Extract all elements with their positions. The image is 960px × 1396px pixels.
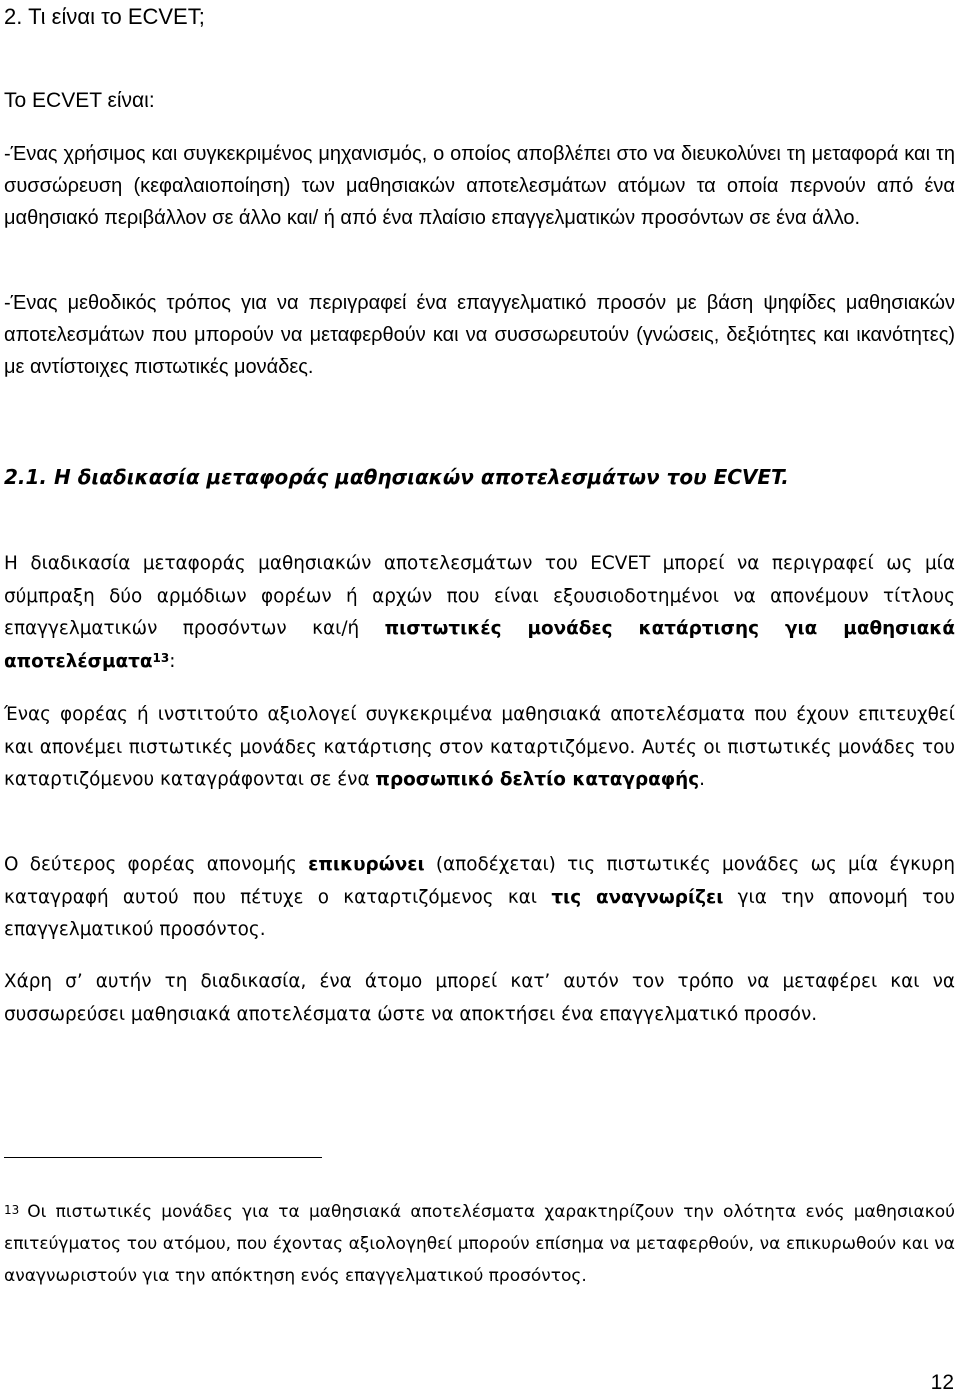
section-heading: 2. Τι είναι το ECVET;: [4, 4, 205, 29]
intro-line: Το ECVET είναι:: [4, 89, 155, 112]
paragraph-validation: [4, 849, 955, 947]
subsection-heading: 2.1. Η διαδικασία μεταφοράς μαθησιακών αποτελεσμάτων του ECVET.: [4, 465, 789, 489]
text-segment: :: [169, 650, 176, 672]
text-segment: .: [699, 769, 705, 790]
footnote-text: Οι πιστωτικές μονάδες για τα μαθησιακά αποτελέσματα χαρακτηρίζουν την ολότητα ενός μαθησιακού επιτεύγματος του ατόμου, που έχοντας αξιολογηθεί μπορούν επίσημα να μεταφερθούν, να επικυρωθούν και να αναγνωριστούν για την απόκτηση ενός επαγγελματικού προσόντος.: [4, 1202, 955, 1286]
bold-phrase: επικυρώνει: [308, 854, 425, 875]
paragraph-transfer-process: [4, 548, 955, 678]
text-segment: Η διαδικασία μεταφοράς μαθησιακών αποτελεσμάτων του ECVET μπορεί να περιγραφεί ως μία σύμπραξη δύο αρμόδιων φορέων ή αρχών που είναι εξουσιοδοτημένοι να απονέμουν τίτλους επαγγελματικών προσόντων και/ή: [4, 553, 955, 639]
paragraph-method: -Ένας μεθοδικός τρόπος για να περιγραφεί ένα επαγγελματικό προσόν με βάση ψηφίδες μαθησιακών αποτελεσμάτων που μπορούν να μεταφερθούν και να συσσωρευτούν (γνώσεις, δεξιότητες και ικανότητες) με αντίστοιχες πιστωτικές μονάδες.: [4, 292, 955, 378]
paragraph-conclusion: Χάρη σ’ αυτήν τη διαδικασία, ένα άτομο μπορεί κατ’ αυτόν τον τρόπο να μεταφέρει και να συσσωρεύσει μαθησιακά αποτελέσματα ώστε να αποκτήσει ένα επαγγελματικό προσόν.: [4, 971, 955, 1025]
footnote-reference: 13: [152, 650, 170, 665]
footnote-number: 13: [4, 1203, 20, 1217]
paragraph-mechanism: -Ένας χρήσιμος και συγκεκριμένος μηχανισμός, ο οποίος αποβλέπει στο να διευκολύνει τη μεταφορά και τη συσσώρευση (κεφαλαιοποίηση) των μαθησιακών αποτελεσμάτων ατόμων τα οποία περνούν από ένα μαθησιακό περιβάλλον σε άλλο και/ ή από ένα πλαίσιο επαγγελματικών προσόντων σε ένα άλλο.: [4, 143, 955, 229]
text-segment: Ο δεύτερος φορέας απονομής: [4, 854, 309, 875]
footnote: [4, 1196, 955, 1292]
bold-phrase: προσωπικό δελτίο καταγραφής: [375, 769, 700, 790]
footnote-divider: [4, 1157, 322, 1158]
page-number: 12: [930, 1371, 954, 1394]
text-segment: (αποδέχεται) τις πιστωτικές μονάδες ως μία έγκυρη καταγραφή αυτού που πέτυχε ο καταρτιζόμενος και: [4, 854, 955, 908]
paragraph-assessment: [4, 699, 955, 797]
text-segment: Ένας φορέας ή ινστιτούτο αξιολογεί συγκεκριμένα μαθησιακά αποτελέσματα που έχουν επιτευχθεί και απονέμει πιστωτικές μονάδες κατάρτισης στον καταρτιζόμενο. Αυτές οι πιστωτικές μονάδες του καταρτιζόμενου καταγράφονται σε ένα: [4, 704, 955, 790]
bold-phrase: πιστωτικές μονάδες κατάρτισης για μαθησιακά αποτελέσματα: [4, 618, 956, 672]
text-segment: για την απονομή του επαγγελματικού προσόντος.: [4, 886, 956, 940]
bold-phrase: τις αναγνωρίζει: [551, 886, 724, 908]
